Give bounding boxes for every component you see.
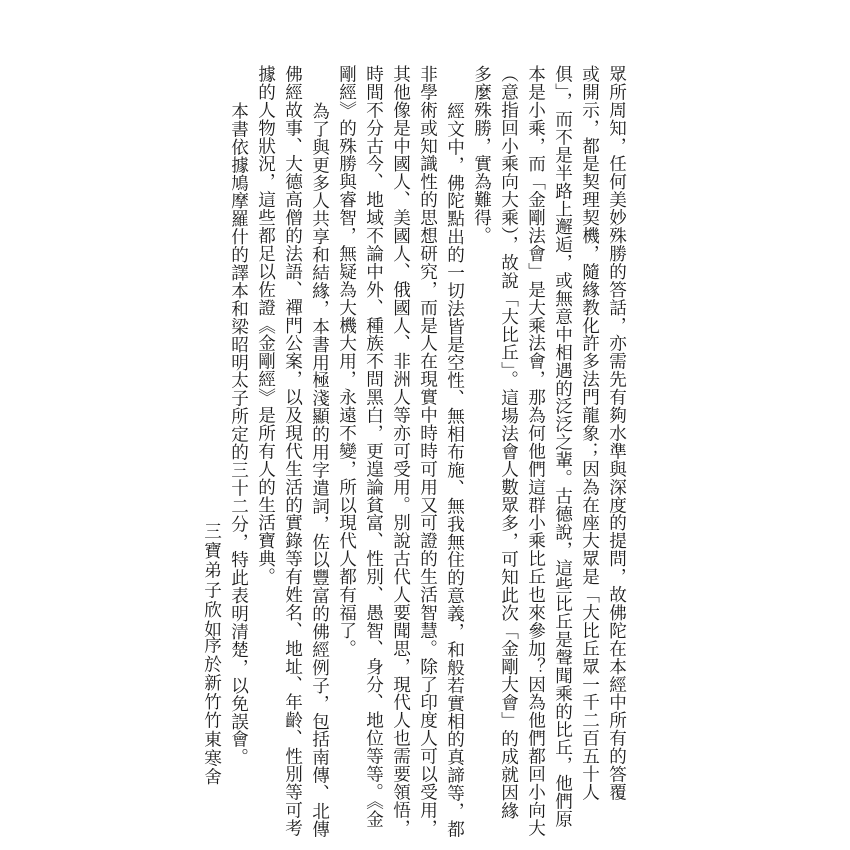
paragraph-1-line-1: 眾所周知，任何美妙殊勝的答話，亦需先有夠水準與深度的提問，故佛陀在本經中所有的答覆 <box>606 65 627 801</box>
paragraph-2-line-4: 時間不分古今、地域不論中外、種族不問黑白，更遑論貧富、性別、愚智、身分、地位等等。《金 <box>363 65 384 829</box>
paragraph-2-line-1: 經文中，佛陀點出的一切法皆是空性、無相布施、無我無住的意義，和般若實相的真諦等，都 <box>444 102 465 838</box>
paragraph-1-line-5: （意指回小乘向大乘），故說「大比丘」。這場法會人數眾多，可知此次「金剛大會」的成就因緣 <box>498 65 519 820</box>
paragraph-4-line-1: 本書依據鳩摩羅什的譯本和梁昭明太子所定的三十二分，特此表明清楚，以免誤會。 <box>228 102 249 767</box>
signature-author: 三寶弟子欣如 <box>201 522 222 640</box>
signature-place: 序於新竹竹東寒舍 <box>201 636 222 787</box>
paragraph-1-line-3: 俱」，而不是半路上邂逅，或無意中相遇的泛泛之輩。古德說，這些比丘是聲聞乘的比丘，他們原 <box>552 65 573 829</box>
paragraph-2-line-3: 其他像是中國人、美國人、俄國人、非洲人等亦可受用。別說古代人要聞思，現代人也需要領悟， <box>390 65 411 837</box>
paragraph-1-line-2: 或開示，都是契理契機，隨緣教化許多法門龍象；因為在座大眾是「大比丘眾一千二百五十人 <box>579 65 600 801</box>
paragraph-2-line-5: 剛經》的殊勝與睿智，無疑為大機大用，永遠不變，所以現代人都有福了。 <box>336 65 357 658</box>
paragraph-1-line-4: 本是小乘，而「金剛法會」是大乘法會，那為何他們這群小乘比丘也來參加？因為他們都回小向大 <box>525 65 546 837</box>
paragraph-3-line-2: 佛經故事、大德高僧的法語、禪門公案，以及現代生活的實錄等有姓名、地址、年齡、性別等可考 <box>282 65 303 837</box>
paragraph-1-line-6: 多麼殊勝，實為難得。 <box>471 65 492 245</box>
paragraph-3-line-1: 為了與更多人共享和結緣，本書用極淺顯的用字遣詞，佐以豐富的佛經例子，包括南傳、北傳 <box>309 102 330 838</box>
paragraph-3-line-3: 據的人物狀況，這些都足以佐證《金剛經》是所有人的生活寶典。 <box>255 65 276 586</box>
paragraph-2-line-2: 非學術或知識性的思想研究，而是人在現實中時時可用又可證的生活智慧。除了印度人可以受用， <box>417 65 438 837</box>
